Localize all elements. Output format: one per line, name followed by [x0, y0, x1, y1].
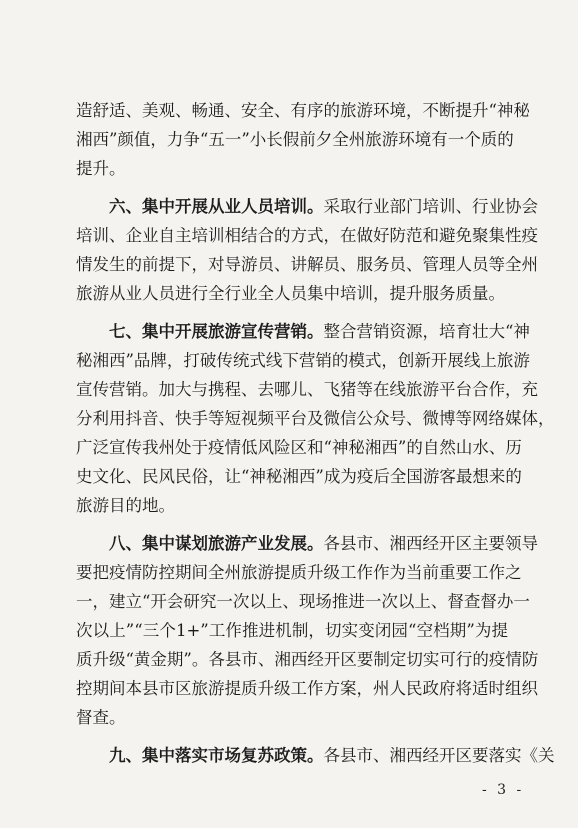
text-line: 要把疫情防控期间全州旅游提质升级工作作为当前重要工作之: [76, 563, 522, 582]
text-line: 督查。: [76, 708, 126, 727]
section-text: 整合营销资源，培育壮大“神: [323, 322, 530, 341]
section-heading: 七、集中开展旅游宣传营销。: [109, 322, 324, 341]
text-line: [76, 741, 555, 770]
text-line: 宣传营销。加大与携程、去哪儿、飞猪等在线旅游平台合作，充: [76, 380, 538, 399]
document-body: [76, 96, 555, 770]
intro-paragraph: [76, 96, 530, 183]
text-line: 控期间本县市区旅游提质升级工作方案，州人民政府将适时组织: [76, 679, 538, 698]
text-line: 质升级“黄金期”。各县市、湘西经开区要制定切实可行的疫情防: [76, 650, 539, 669]
text-line: [76, 317, 530, 346]
section-marketing: [76, 317, 555, 520]
text-line: 分利用抖音、快手等短视频平台及微信公众号、微博等网络媒体，: [76, 409, 555, 428]
text-line: 史文化、民风民俗，让“神秘湘西”成为疫后全国游客最想来的: [76, 467, 522, 486]
section-text: 各县市、湘西经开区要落实《关: [323, 746, 555, 765]
section-training: [76, 192, 538, 308]
text-line: 情发生的前提下，对导游员、讲解员、服务员、管理人员等全州: [76, 255, 538, 274]
section-heading: 六、集中开展从业人员培训。: [109, 197, 324, 216]
text-line: 旅游从业人员进行全行业全人员集中培训，提升服务质量。: [76, 284, 505, 303]
section-recovery: [76, 741, 555, 770]
section-text: 采取行业部门培训、行业协会: [323, 197, 538, 216]
text-line: [76, 192, 538, 221]
text-line: 广泛宣传我州处于疫情低风险区和“神秘湘西”的自然山水、历: [76, 438, 522, 457]
page-number: - 3 -: [482, 782, 525, 798]
section-planning: [76, 529, 539, 732]
text-line: 秘湘西”品牌，打破传统式线下营销的模式，创新开展线上旅游: [76, 351, 530, 370]
section-heading: 九、集中落实市场复苏政策。: [109, 746, 324, 765]
section-heading: 八、集中谋划旅游产业发展。: [109, 534, 324, 553]
text-line: [76, 529, 538, 558]
text-line: 培训、企业自主培训相结合的方式，在做好防范和避免聚集性疫: [76, 226, 538, 245]
text-line: 次以上”“三个1+”工作推进机制，切实变闭园“空档期”为提: [76, 621, 508, 640]
text-line: 提升。: [76, 159, 126, 178]
section-text: 各县市、湘西经开区主要领导: [323, 534, 538, 553]
text-line: 湘西”颜值，力争“五一”小长假前夕全州旅游环境有一个质的: [76, 130, 514, 149]
text-line: 一，建立“开会研究一次以上、现场推进一次以上、督查督办一: [76, 592, 530, 611]
text-line: 造舒适、美观、畅通、安全、有序的旅游环境，不断提升“神秘: [76, 101, 530, 120]
text-line: 旅游目的地。: [76, 496, 175, 515]
